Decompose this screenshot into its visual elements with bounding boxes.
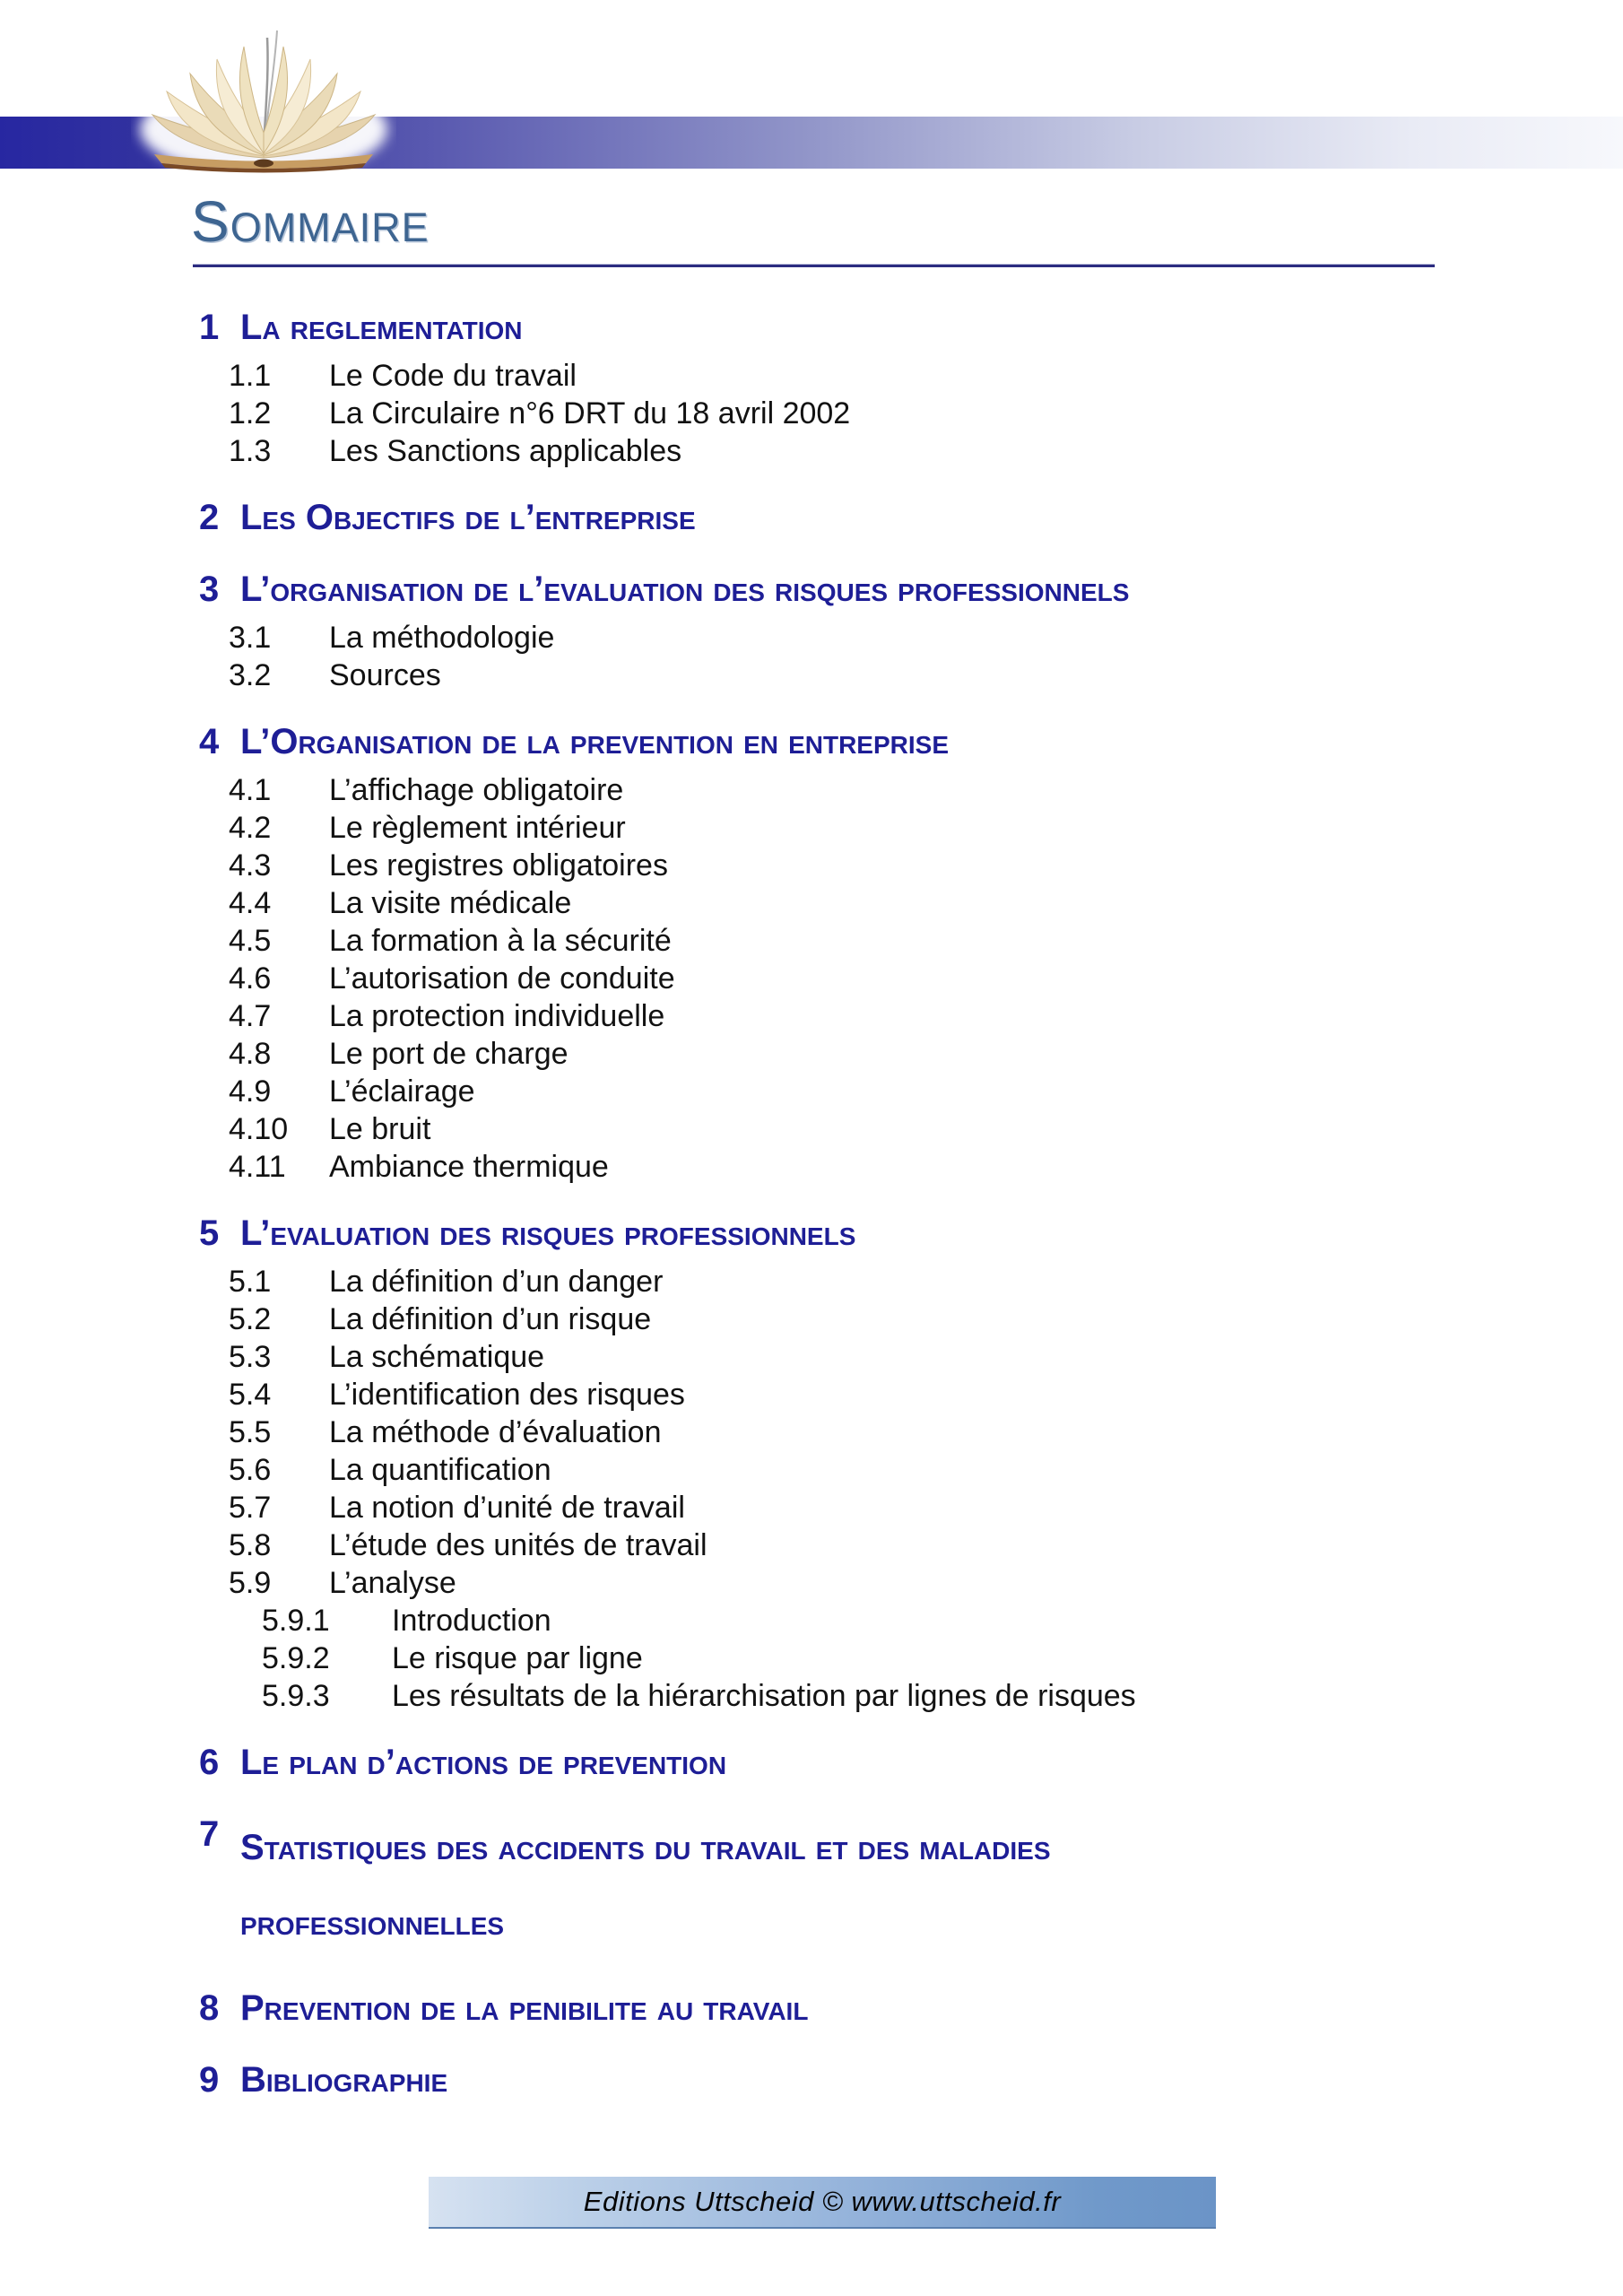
toc-item-4.3	[193, 847, 1453, 884]
toc-item-5.2	[193, 1300, 1453, 1338]
toc-heading-6	[193, 1738, 1453, 1787]
toc-item-number: 4.9	[229, 1074, 272, 1109]
toc-item-number: 5.7	[229, 1491, 272, 1525]
toc-item-5.9.3	[193, 1677, 1453, 1715]
toc-item-5.1	[193, 1263, 1453, 1300]
toc-item-label: La définition d’un danger	[329, 1265, 664, 1299]
toc-heading-number: 6	[199, 1743, 220, 1782]
toc-item-label: Le risque par ligne	[392, 1641, 643, 1675]
toc-heading-2	[193, 493, 1453, 542]
toc-heading-1	[193, 303, 1453, 352]
toc-item-5.3	[193, 1338, 1453, 1376]
toc-item-4.7	[193, 997, 1453, 1035]
toc-heading-7	[193, 1810, 1453, 1961]
toc-item-number: 4.8	[229, 1037, 272, 1071]
toc-heading-title: L’organisation de l’evaluation des risques professionnels	[240, 570, 1130, 609]
toc-item-number: 4.4	[229, 886, 272, 920]
toc-item-3.1	[193, 619, 1453, 657]
toc-heading-title: L’Organisation de la prevention en entreprise	[240, 722, 950, 761]
toc-item-number: 5.3	[229, 1340, 272, 1374]
toc-item-label: Les résultats de la hiérarchisation par lignes de risques	[392, 1679, 1136, 1713]
toc-item-label: La visite médicale	[329, 886, 572, 920]
toc-item-number: 5.9.3	[262, 1679, 330, 1713]
toc-item-label: Le port de charge	[329, 1037, 568, 1071]
open-book-icon	[131, 22, 396, 176]
toc-item-number: 5.6	[229, 1453, 272, 1487]
toc-item-number: 5.2	[229, 1302, 272, 1336]
toc-item-5.7	[193, 1489, 1453, 1526]
toc-item-label: L’autorisation de conduite	[329, 961, 675, 996]
toc-heading-8	[193, 1984, 1453, 2032]
toc-item-label: Sources	[329, 658, 441, 692]
page-title: Sommaire	[191, 189, 430, 254]
footer-text: Editions Uttscheid © www.uttscheid.fr	[583, 2186, 1062, 2217]
toc-item-label: La protection individuelle	[329, 999, 665, 1033]
table-of-contents	[193, 280, 1453, 2109]
toc-item-5.9.2	[193, 1639, 1453, 1677]
toc-item-label: Les Sanctions applicables	[329, 434, 682, 468]
toc-item-1.3	[193, 432, 1453, 470]
footer-bar	[429, 2177, 1216, 2229]
toc-item-4.11	[193, 1148, 1453, 1186]
toc-heading-title: Statistiques des accidents du travail et des maladies professionnelles	[240, 1828, 1051, 1943]
toc-item-number: 5.9	[229, 1566, 272, 1600]
toc-item-number: 3.1	[229, 621, 272, 655]
toc-heading-title: L’evaluation des risques professionnels	[240, 1213, 856, 1253]
toc-item-label: La quantification	[329, 1453, 551, 1487]
toc-heading-number: 7	[199, 1814, 220, 1854]
toc-heading-number: 5	[199, 1213, 220, 1253]
toc-item-label: La schématique	[329, 1340, 545, 1374]
toc-item-5.8	[193, 1526, 1453, 1564]
toc-item-number: 4.3	[229, 848, 272, 883]
toc-heading-title: La reglementation	[240, 308, 523, 347]
toc-heading-title: Le plan d’actions de prevention	[240, 1743, 727, 1782]
toc-item-label: La Circulaire n°6 DRT du 18 avril 2002	[329, 396, 851, 430]
toc-item-number: 5.4	[229, 1378, 272, 1412]
toc-item-label: L’affichage obligatoire	[329, 773, 624, 807]
toc-item-number: 5.1	[229, 1265, 272, 1299]
toc-item-5.5	[193, 1413, 1453, 1451]
toc-item-number: 4.6	[229, 961, 272, 996]
toc-item-1.1	[193, 357, 1453, 395]
toc-heading-title: Prevention de la penibilite au travail	[240, 1988, 809, 2028]
book-spine	[254, 160, 273, 168]
toc-heading-number: 1	[199, 308, 220, 347]
toc-item-label: Introduction	[392, 1604, 551, 1638]
toc-item-number: 4.11	[229, 1150, 286, 1184]
toc-item-label: Le Code du travail	[329, 359, 577, 393]
toc-item-5.9	[193, 1564, 1453, 1602]
toc-item-label: Ambiance thermique	[329, 1150, 609, 1184]
toc-heading-number: 4	[199, 722, 220, 761]
toc-item-label: La formation à la sécurité	[329, 924, 672, 958]
toc-item-number: 4.5	[229, 924, 272, 958]
toc-item-label: Le bruit	[329, 1112, 431, 1146]
toc-item-number: 4.10	[229, 1112, 289, 1146]
toc-item-label: Les registres obligatoires	[329, 848, 668, 883]
toc-heading-9	[193, 2056, 1453, 2104]
toc-item-4.6	[193, 960, 1453, 997]
toc-heading-number: 9	[199, 2060, 220, 2100]
toc-heading-title: Bibliographie	[240, 2060, 448, 2100]
toc-heading-title: Les Objectifs de l’entreprise	[240, 498, 696, 537]
toc-item-4.1	[193, 771, 1453, 809]
toc-item-number: 5.5	[229, 1415, 272, 1449]
toc-item-number: 1.3	[229, 434, 272, 468]
toc-item-number: 3.2	[229, 658, 272, 692]
toc-item-label: La méthode d’évaluation	[329, 1415, 662, 1449]
toc-item-4.2	[193, 809, 1453, 847]
toc-item-number: 4.7	[229, 999, 272, 1033]
toc-item-number: 5.9.2	[262, 1641, 330, 1675]
toc-item-number: 1.1	[229, 359, 272, 393]
toc-heading-5	[193, 1209, 1453, 1257]
toc-item-label: La méthodologie	[329, 621, 555, 655]
toc-item-5.4	[193, 1376, 1453, 1413]
toc-item-3.2	[193, 657, 1453, 694]
toc-item-label: La définition d’un risque	[329, 1302, 652, 1336]
toc-heading-number: 3	[199, 570, 220, 609]
toc-item-4.9	[193, 1073, 1453, 1110]
toc-heading-number: 2	[199, 498, 220, 537]
toc-heading-4	[193, 718, 1453, 766]
toc-item-number: 4.1	[229, 773, 272, 807]
toc-item-4.10	[193, 1110, 1453, 1148]
toc-item-label: L’éclairage	[329, 1074, 475, 1109]
toc-item-5.9.1	[193, 1602, 1453, 1639]
toc-item-number: 5.9.1	[262, 1604, 330, 1638]
toc-item-number: 5.8	[229, 1528, 272, 1562]
title-rule	[193, 264, 1435, 267]
toc-item-label: L’étude des unités de travail	[329, 1528, 707, 1562]
toc-item-1.2	[193, 395, 1453, 432]
toc-item-label: La notion d’unité de travail	[329, 1491, 685, 1525]
toc-item-label: Le règlement intérieur	[329, 811, 626, 845]
toc-item-4.4	[193, 884, 1453, 922]
toc-heading-3	[193, 565, 1453, 613]
toc-heading-number: 8	[199, 1988, 220, 2028]
toc-item-5.6	[193, 1451, 1453, 1489]
toc-item-4.8	[193, 1035, 1453, 1073]
toc-item-number: 1.2	[229, 396, 272, 430]
toc-item-label: L’analyse	[329, 1566, 456, 1600]
toc-item-4.5	[193, 922, 1453, 960]
toc-item-label: L’identification des risques	[329, 1378, 685, 1412]
toc-item-number: 4.2	[229, 811, 272, 845]
